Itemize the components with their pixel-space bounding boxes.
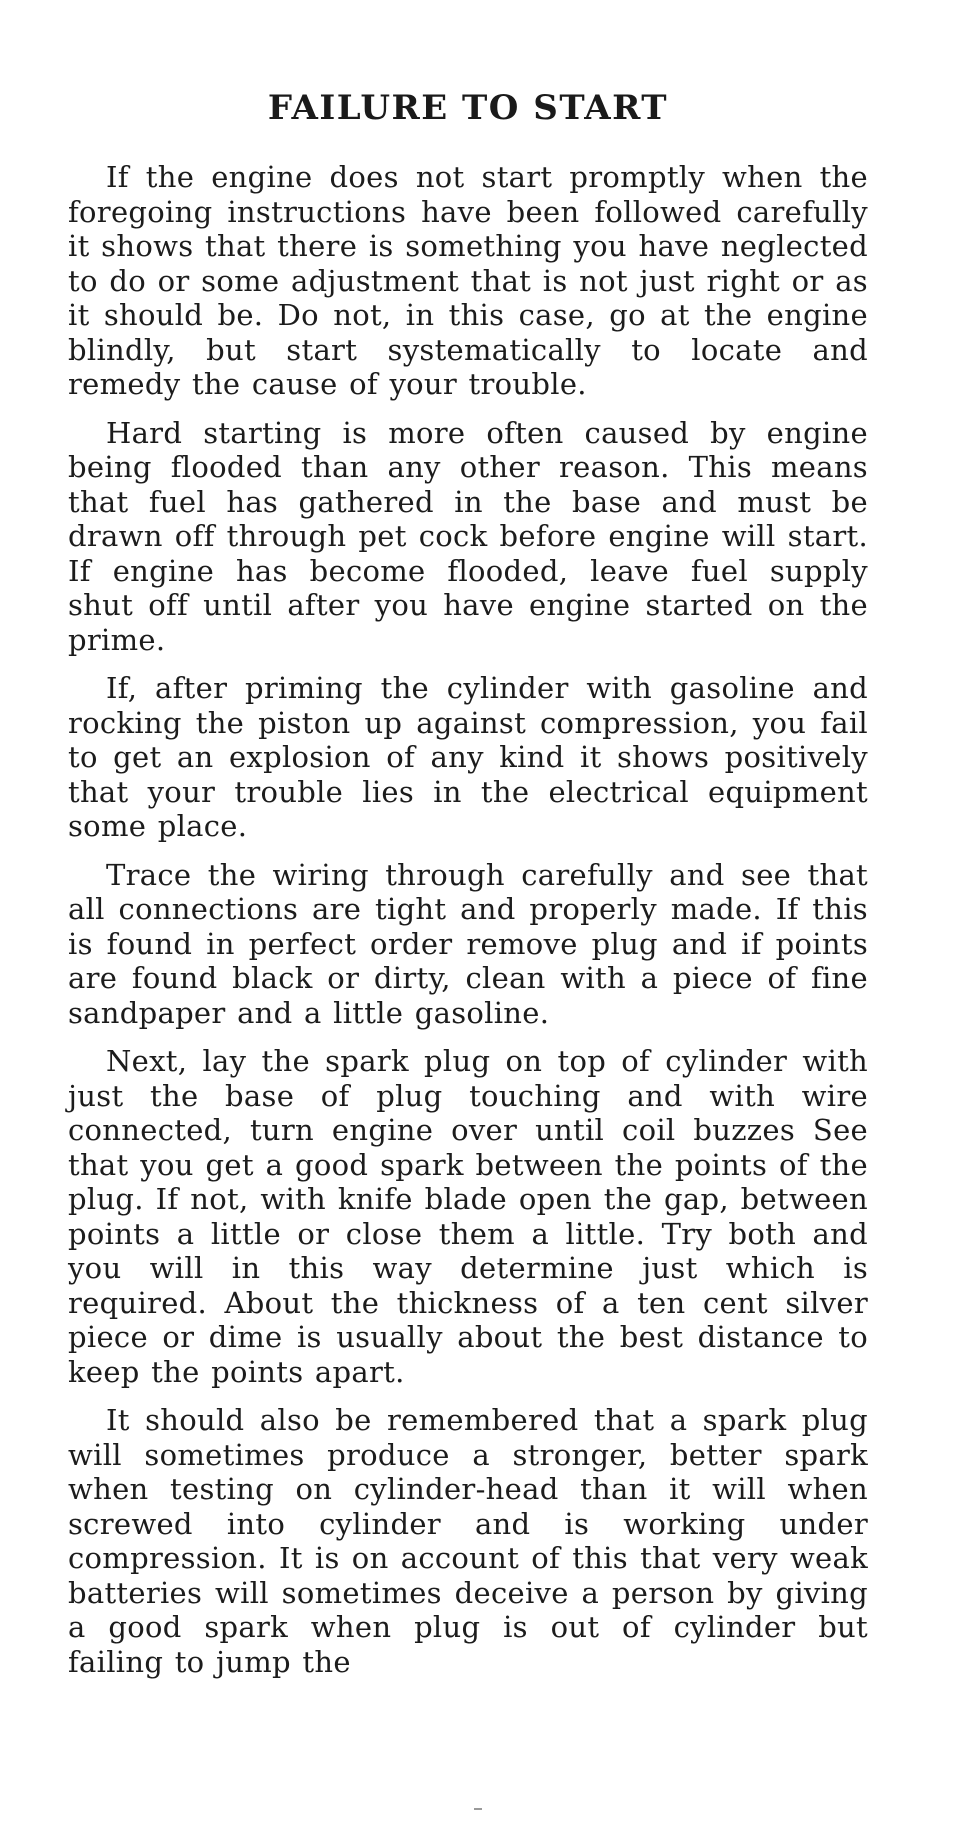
paragraph-2: Hard starting is more often caused by engine being flooded than any other reason. This means that fuel has gathered in the base and must be drawn off through pet cock before engine will start. If engine has become flooded, leave fuel supply shut off until after you have engine started on the prime.: [68, 415, 868, 657]
page-title: FAILURE TO START: [267, 88, 669, 128]
body-text: [68, 160, 868, 1679]
paragraph-5: Next, lay the spark plug on top of cylinder with just the base of plug touching and with wire connected, turn engine over until coil buzzes See that you get a good spark between the points of the plug. If not, with knife blade open the gap, between points a little or close them a little. Try both and you will in this way determine just which is required. About the thickness of a ten cent silver piece or dime is usually about the best distance to keep the points apart.: [68, 1044, 868, 1389]
paragraph-4: Trace the wiring through carefully and see that all connections are tight and properly made. If this is found in perfect order remove plug and if points are found black or dirty, clean with a piece of fine sandpaper and a little gasoline.: [68, 857, 868, 1030]
page-mark: [474, 1808, 482, 1810]
paragraph-6: It should also be remembered that a spark plug will sometimes produce a stronger, better spark when testing on cylinder-head than it will when screwed into cylinder and is working under compression. It is on account of this that very weak batteries will sometimes deceive a person by giving a good spark when plug is out of cylinder but failing to jump the: [68, 1403, 868, 1679]
paragraph-1: If the engine does not start promptly when the foregoing instructions have been followed carefully it shows that there is something you have neglected to do or some adjustment that is not just right or as it should be. Do not, in this case, go at the engine blindly, but start systematically to locate and remedy the cause of your trouble.: [68, 160, 868, 401]
paragraph-3: If, after priming the cylinder with gasoline and rocking the piston up against compression, you fail to get an explosion of any kind it shows positively that your trouble lies in the electrical equipment some place.: [68, 671, 868, 843]
